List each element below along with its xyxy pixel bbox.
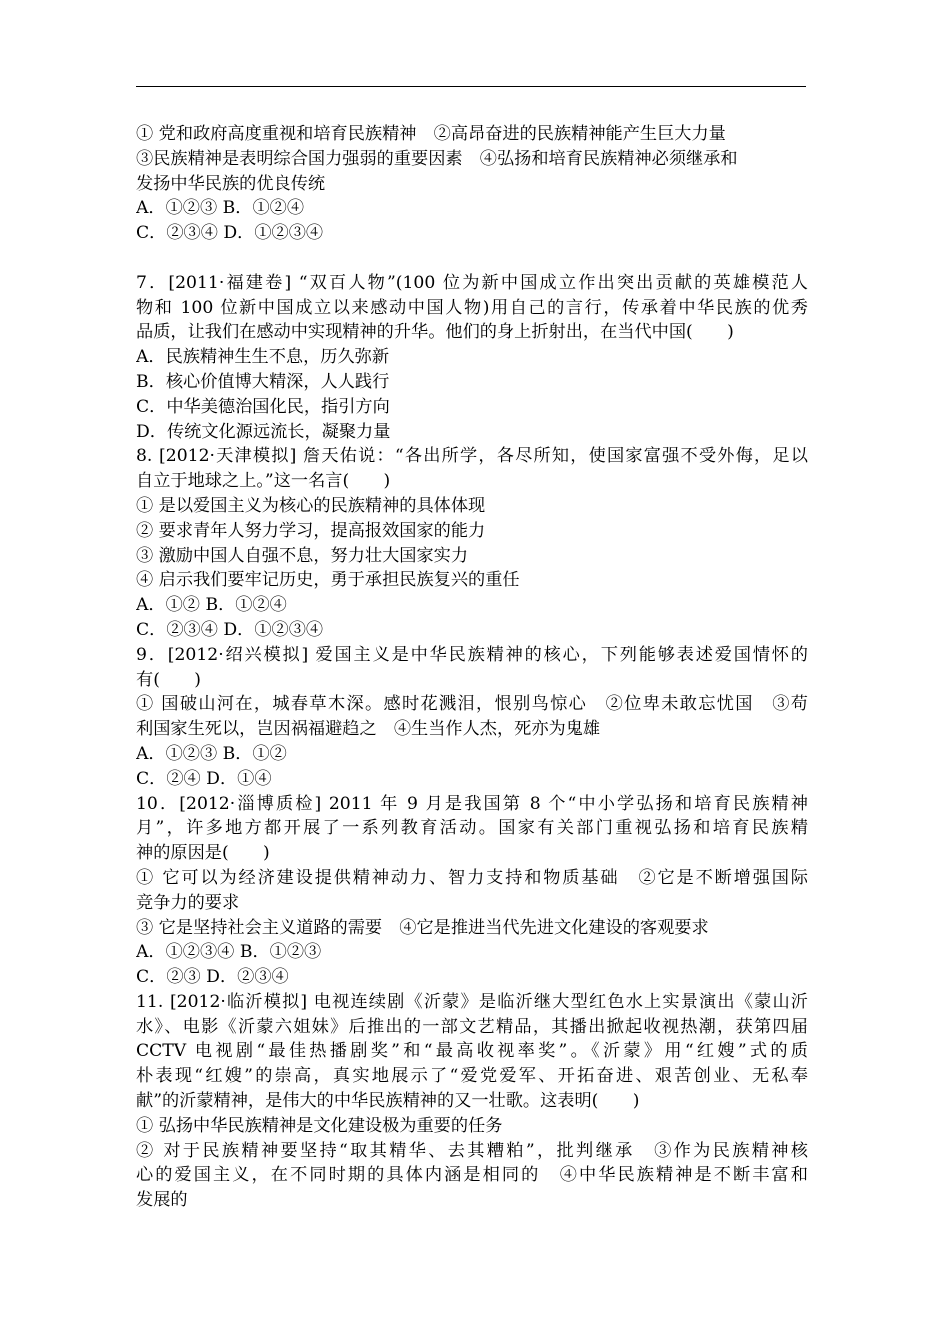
question-7	[136, 271, 808, 445]
statement: 利国家生死以，岂因祸福避趋之 ④生当作人杰，死亦为鬼雄	[136, 719, 601, 740]
question-stem: 自立于地球之上。”这一名言( )	[136, 471, 391, 492]
text-line: 发扬中华民族的优良传统	[136, 173, 326, 194]
text-line: ① 党和政府高度重视和培育民族精神 ②高昂奋进的民族精神能产生巨大力量	[136, 124, 726, 144]
statement: ① 它可以为经济建设提供精神动力、智力支持和物质基础 ②它是不断增强国际	[136, 867, 808, 888]
question-6-continued	[136, 122, 808, 246]
answer-option: A．①②③ B．①②	[136, 743, 287, 764]
answer-option: A．①② B．①②④	[136, 595, 287, 616]
statement: 发展的	[136, 1190, 188, 1211]
question-stem: 10．[2012·淄博质检] 2011 年 9 月是我国第 8 个“中小学弘扬和培育民族精神	[136, 793, 808, 814]
question-stem: 神的原因是( )	[136, 843, 270, 864]
question-stem: 有( )	[136, 669, 201, 690]
header-rule	[136, 86, 806, 87]
question-stem: 11. [2012·临沂模拟] 电视连续剧《沂蒙》是临沂继大型红色水上实景演出《蒙山沂	[136, 991, 808, 1012]
statement: ① 是以爱国主义为核心的民族精神的具体体现	[136, 495, 486, 516]
question-stem: 朴表现“红嫂”的崇高，真实地展示了“爱党爱军、开拓奋进、艰苦创业、无私奉	[136, 1066, 808, 1087]
statement: ③ 激励中国人自强不息，努力壮大国家实力	[136, 545, 469, 566]
answer-option: A．①②③④ B．①②③	[136, 942, 322, 963]
question-stem: 献”的沂蒙精神，是伟大的中华民族精神的又一壮歌。这表明( )	[136, 1091, 640, 1112]
statement: 竞争力的要求	[136, 892, 240, 913]
statement: ② 对于民族精神要坚持“取其精华、去其糟粕”，批判继承 ③作为民族精神核	[136, 1140, 808, 1161]
statement: ① 弘扬中华民族精神是文化建设极为重要的任务	[136, 1115, 503, 1136]
question-stem: 水》、电影《沂蒙六姐妹》后推出的一部文艺精品，其播出掀起收视热潮，获第四届	[136, 1016, 808, 1037]
answer-option: C．②④ D．①④	[136, 768, 272, 789]
answer-option: C．中华美德治国化民，指引方向	[136, 396, 390, 417]
question-stem: 月”，许多地方都开展了一系列教育活动。国家有关部门重视弘扬和培育民族精	[136, 818, 808, 839]
question-9	[136, 643, 808, 792]
question-11	[136, 990, 808, 1213]
answer-option: C．②③ D．②③④	[136, 967, 289, 988]
spacer	[136, 246, 808, 271]
statement: ② 要求青年人努力学习，提高报效国家的能力	[136, 520, 486, 541]
question-stem: 品质，让我们在感动中实现精神的升华。他们的身上折射出，在当代中国( )	[136, 322, 734, 343]
question-stem: 7．[2011·福建卷] “双百人物”(100 位为新中国成立作出突出贡献的英雄模范人	[136, 272, 808, 293]
question-10	[136, 792, 808, 990]
question-8	[136, 444, 808, 642]
question-stem: 物和 100 位新中国成立以来感动中国人物)用自己的言行，传承着中华民族的优秀	[136, 297, 808, 318]
text-line: ③民族精神是表明综合国力强弱的重要因素 ④弘扬和培育民族精神必须继承和	[136, 148, 738, 169]
question-stem: CCTV 电视剧“最佳热播剧奖”和“最高收视率奖”。《沂蒙》用“红嫂”式的质	[136, 1041, 808, 1062]
statement: 心的爱国主义，在不同时期的具体内涵是相同的 ④中华民族精神是不断丰富和	[136, 1165, 808, 1186]
statement: ④ 启示我们要牢记历史，勇于承担民族复兴的重任	[136, 570, 520, 591]
answer-option: C．②③④ D．①②③④	[136, 223, 324, 244]
answer-option: B．核心价值博大精深，人人践行	[136, 371, 390, 392]
document-body	[136, 122, 808, 1213]
statement: ① 国破山河在，城春草木深。感时花溅泪，恨别鸟惊心 ②位卑未敢忘忧国 ③苟	[136, 694, 808, 715]
answer-option: A．民族精神生生不息，历久弥新	[136, 347, 390, 368]
answer-option: D．传统文化源远流长，凝聚力量	[136, 421, 391, 442]
statement: ③ 它是坚持社会主义道路的需要 ④它是推进当代先进文化建设的客观要求	[136, 917, 709, 938]
question-stem: 8. [2012·天津模拟] 詹天佑说：“各出所学，各尽所知，使国家富强不受外侮，足以	[136, 446, 808, 467]
question-stem: 9．[2012·绍兴模拟] 爱国主义是中华民族精神的核心，下列能够表述爱国情怀的	[136, 644, 808, 665]
answer-option: A．①②③ B．①②④	[136, 198, 305, 219]
answer-option: C．②③④ D．①②③④	[136, 619, 324, 640]
